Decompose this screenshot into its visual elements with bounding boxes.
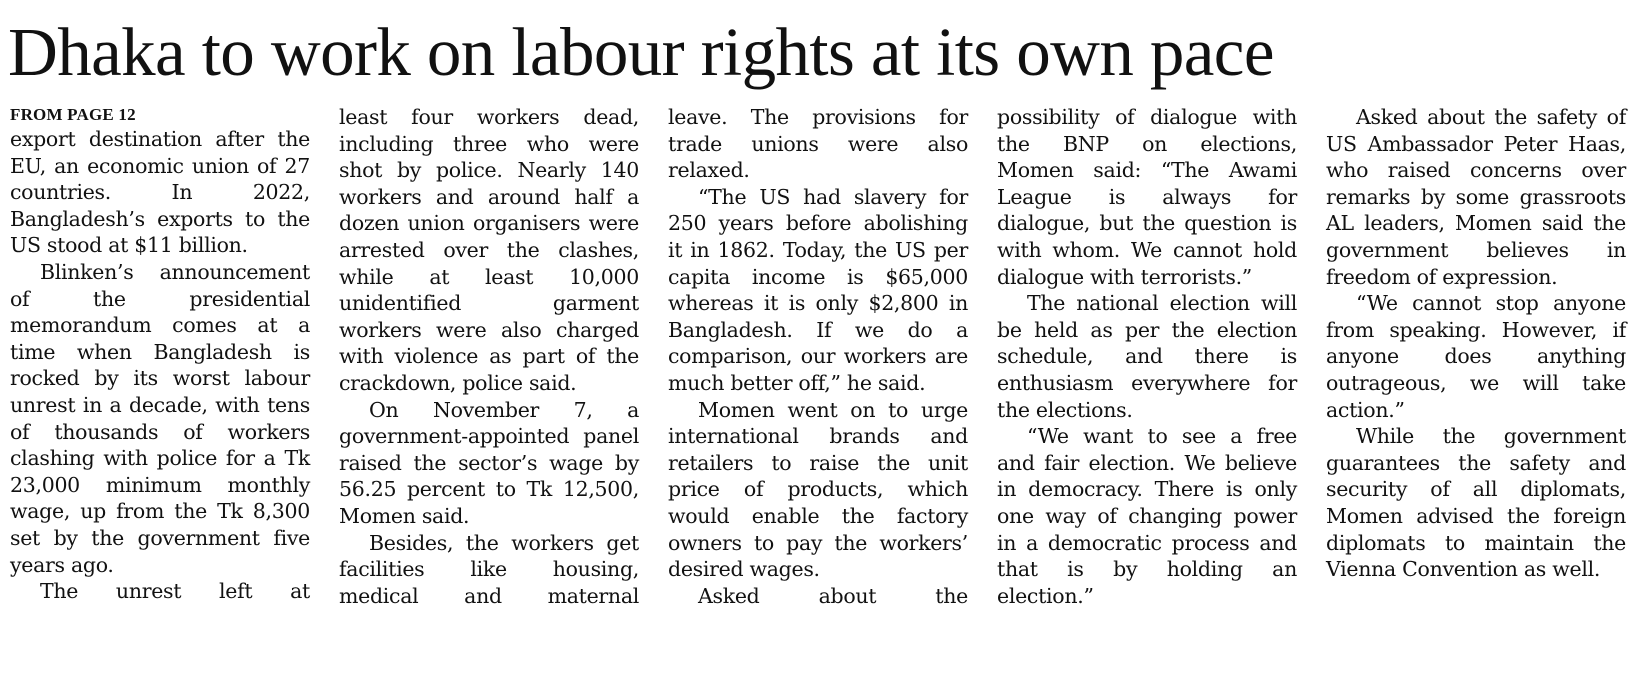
paragraph: “We cannot stop anyone from speaking. However, if anyone does anything outrageous, we will take action.” [1326, 291, 1626, 422]
paragraph: possibility of dialogue with the BNP on elections, Momen said: “The Awami League is always for dialogue, but the question is with whom. We cannot hold dialogue with terrorists.” [997, 105, 1297, 289]
paragraph: On November 7, a government-appointed panel raised the sector’s wage by 56.25 percent to Tk 12,500, Momen said. [339, 397, 639, 528]
continuation-kicker: FROM PAGE 12 [10, 105, 136, 124]
paragraph: “We want to see a free and fair election. We believe in democracy. There is only one way of changing power in a democratic process and that is by holding an election.” [997, 424, 1297, 608]
paragraph: export destination after the EU, an economic union of 27 countries. In 2022, Bangladesh’s exports to the US stood at $11 billion. [10, 127, 310, 258]
paragraph: The unrest left at [40, 579, 310, 604]
paragraph: Besides, the workers get facilities like housing, medical and maternal [339, 530, 639, 608]
paragraph: “The US had slavery for 250 years before abolishing it in 1862. Today, the US per capita income is $65,000 whereas it is only $2,800 in Bangladesh. If we do a comparison, our workers are much better off,” he said. [668, 184, 968, 395]
column-1 [10, 104, 310, 674]
column-2 [339, 104, 639, 674]
headline: Dhaka to work on labour rights at its own pace [8, 14, 1274, 90]
paragraph: While the government guarantees the safety and security of all diplomats, Momen advised the foreign diplomats to maintain the Vienna Convention as well. [1326, 424, 1626, 582]
paragraph: leave. The provisions for trade unions were also relaxed. [668, 105, 968, 183]
paragraph: least four workers dead, including three who were shot by police. Nearly 140 workers and around half a dozen union organisers were arrested over the clashes, while at least 10,000 unidentified garment workers were also charged with violence as part of the crackdown, police said. [339, 105, 639, 395]
paragraph: Asked about the [698, 583, 968, 608]
paragraph: Asked about the safety of US Ambassador Peter Haas, who raised concerns over remarks by some grassroots AL leaders, Momen said the government believes in freedom of expression. [1326, 105, 1626, 289]
article-body [10, 104, 1626, 674]
paragraph: Blinken’s announcement of the presidential memorandum comes at a time when Bangladesh is rocked by its worst labour unrest in a decade, with tens of thousands of workers clashing with police for a Tk 23,000 minimum monthly wage, up from the Tk 8,300 set by the government five years ago. [10, 259, 310, 577]
paragraph: The national election will be held as per the election schedule, and there is enthusiasm everywhere for the elections. [997, 291, 1297, 422]
column-5 [1326, 104, 1626, 674]
paragraph: Momen went on to urge international brands and retailers to raise the unit price of products, which would enable the factory owners to pay the workers’ desired wages. [668, 397, 968, 582]
column-3 [668, 104, 968, 674]
column-4 [997, 104, 1297, 674]
